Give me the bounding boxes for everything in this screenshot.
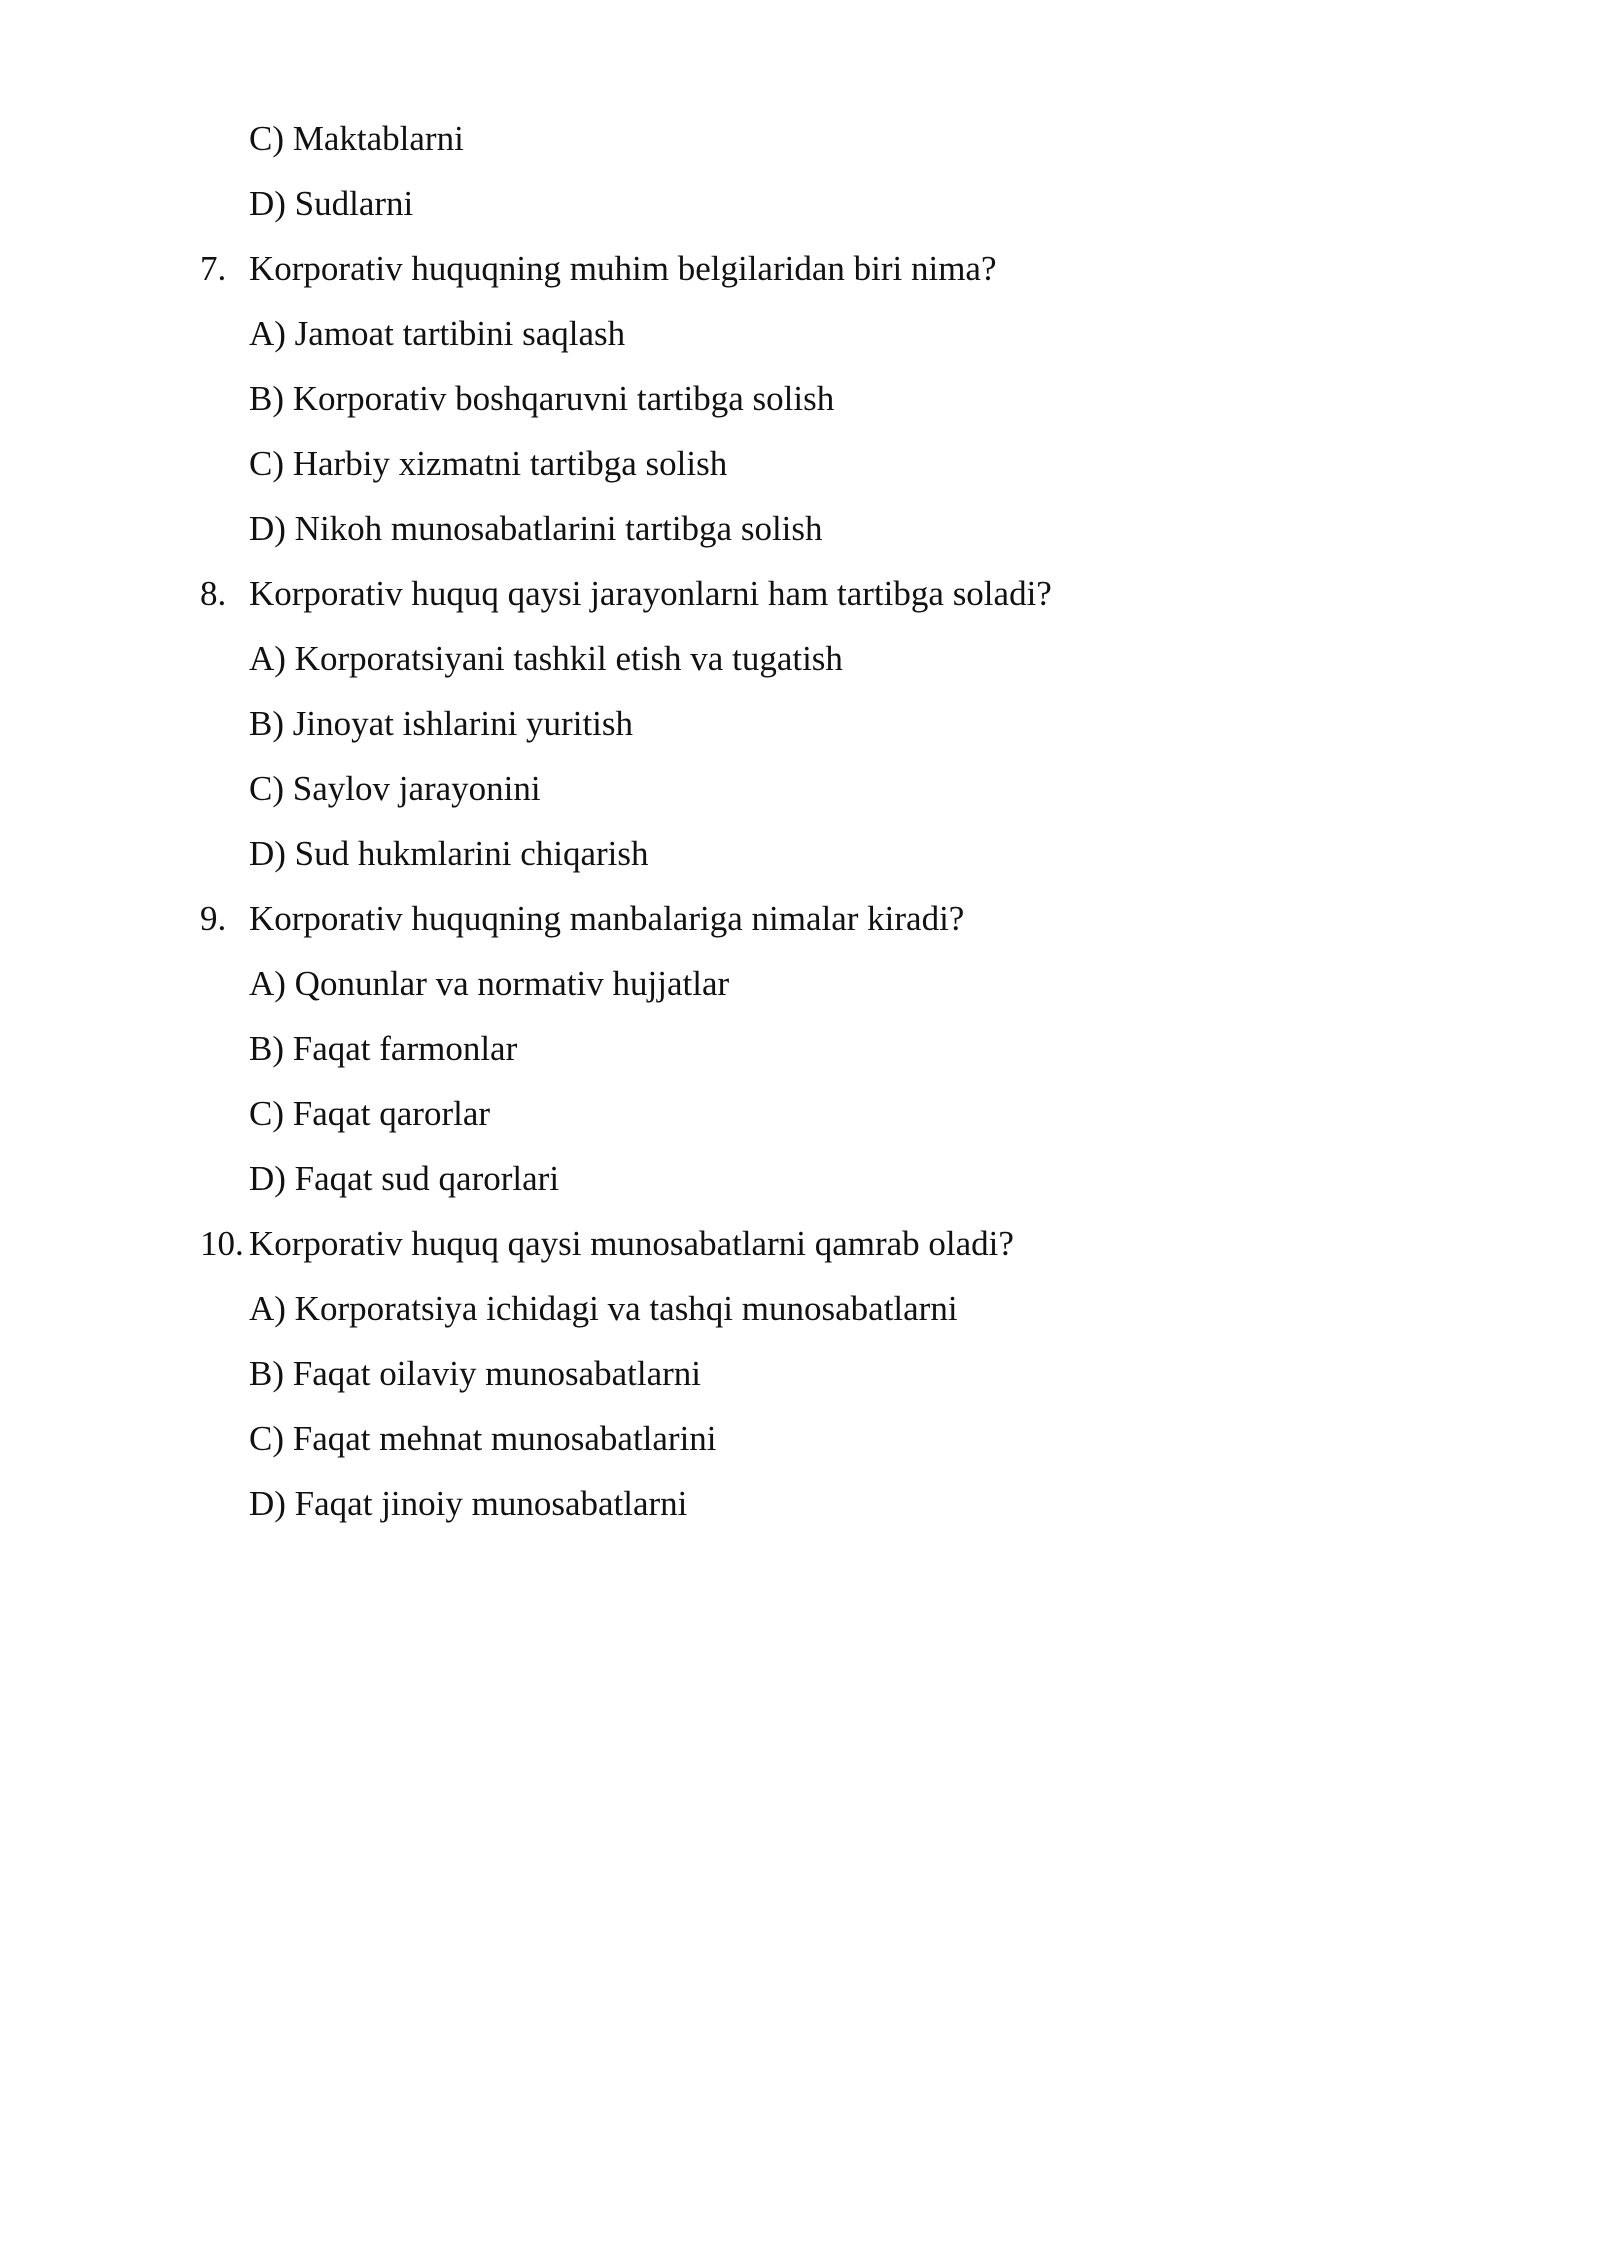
answer-option: D) Sud hukmlarini chiqarish bbox=[249, 834, 649, 873]
answer-option: C) Saylov jarayonini bbox=[249, 769, 541, 808]
answer-option: C) Faqat qarorlar bbox=[249, 1094, 491, 1133]
answer-option: D) Nikoh munosabatlarini tartibga solish bbox=[249, 509, 823, 548]
answer-option: D) Faqat sud qarorlari bbox=[249, 1159, 560, 1198]
answer-option: B) Faqat oilaviy munosabatlarni bbox=[249, 1354, 701, 1393]
question-number: 9. bbox=[200, 899, 227, 938]
question-list bbox=[200, 106, 1400, 1536]
answer-option: B) Faqat farmonlar bbox=[249, 1029, 518, 1068]
question-number: 8. bbox=[200, 574, 227, 613]
answer-option: D) Faqat jinoiy munosabatlarni bbox=[249, 1484, 688, 1523]
answer-option: D) Sudlarni bbox=[249, 184, 414, 223]
question-text: Korporativ huquq qaysi munosabatlarni qamrab oladi? bbox=[249, 1224, 1014, 1263]
answer-option: A) Korporatsiyani tashkil etish va tugatish bbox=[249, 639, 843, 678]
question-10 bbox=[200, 1211, 1400, 1276]
answer-option: C) Harbiy xizmatni tartibga solish bbox=[249, 444, 728, 483]
answer-option: C) Maktablarni bbox=[249, 119, 464, 158]
question-text: Korporativ huquq qaysi jarayonlarni ham tartibga soladi? bbox=[249, 574, 1052, 613]
question-8 bbox=[200, 561, 1400, 626]
question-7 bbox=[200, 236, 1400, 301]
answer-option: C) Faqat mehnat munosabatlarini bbox=[249, 1419, 717, 1458]
question-number: 10. bbox=[200, 1224, 244, 1263]
question-number: 7. bbox=[200, 249, 227, 288]
question-text: Korporativ huquqning muhim belgilaridan biri nima? bbox=[249, 249, 997, 288]
answer-option: B) Korporativ boshqaruvni tartibga solish bbox=[249, 379, 835, 418]
question-9 bbox=[200, 886, 1400, 951]
answer-option: A) Korporatsiya ichidagi va tashqi munosabatlarni bbox=[249, 1289, 958, 1328]
question-text: Korporativ huquqning manbalariga nimalar kiradi? bbox=[249, 899, 965, 938]
answer-option: B) Jinoyat ishlarini yuritish bbox=[249, 704, 634, 743]
answer-option: A) Qonunlar va normativ hujjatlar bbox=[249, 964, 730, 1003]
answer-option: A) Jamoat tartibini saqlash bbox=[249, 314, 626, 353]
